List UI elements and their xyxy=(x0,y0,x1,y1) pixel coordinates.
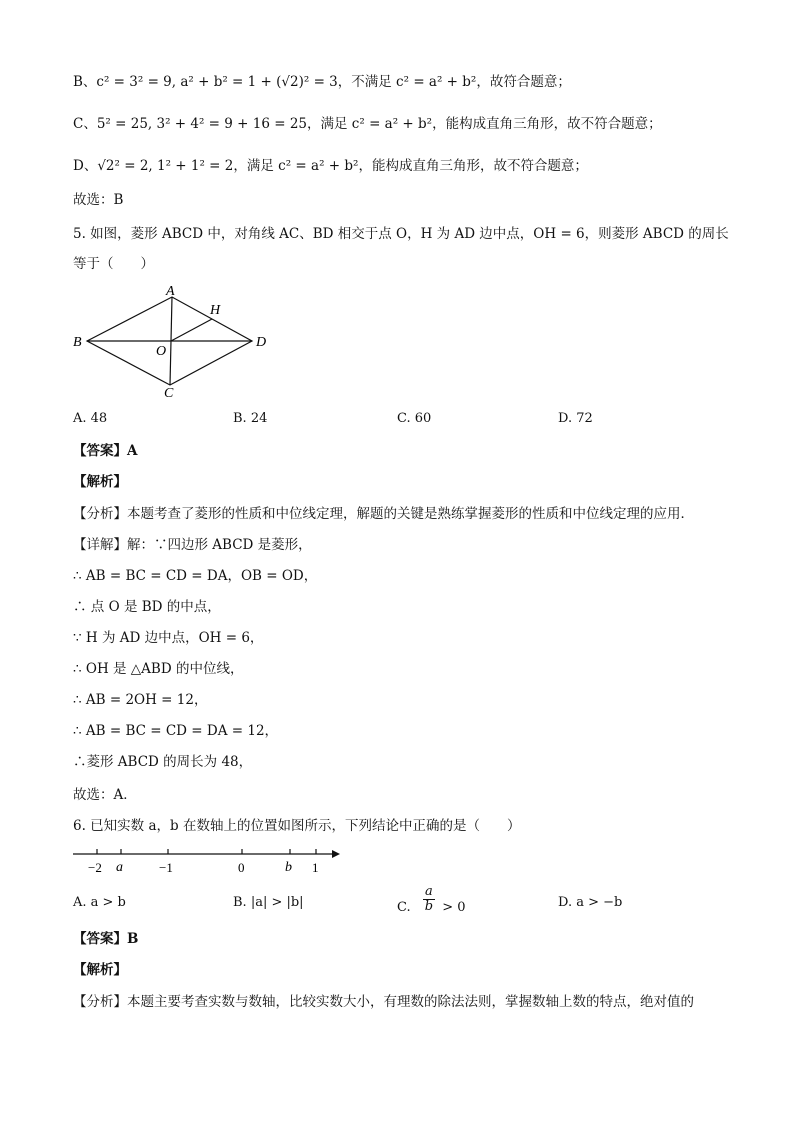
analysis-tag-5: 【解析】 xyxy=(73,474,127,490)
q6-option-d[interactable]: D. a > −b xyxy=(558,895,623,910)
option-b-explanation: B、c² = 3² = 9, a² + b² = 1 + (√2)² = 3，不满足 c² = a² + b²，故符合题意； xyxy=(73,74,571,90)
q5-option-a[interactable]: A. 48 xyxy=(73,411,108,426)
step-1: ∴ AB = BC = CD = DA，OB = OD， xyxy=(73,568,318,584)
analysis-summary-6: 【分析】本题主要考查实数与数轴，比较实数大小，有理数的除法法则，掌握数轴上数的特点，绝对值的 xyxy=(73,994,694,1010)
fraction-denominator: b xyxy=(424,899,434,914)
label-o: O xyxy=(156,344,167,359)
option-c-explanation: C、5² = 25, 3² + 4² = 9 + 16 = 25，满足 c² = a² + b²，能构成直角三角形，故不符合题意； xyxy=(73,116,662,132)
analysis-summary-5: 【分析】本题考查了菱形的性质和中位线定理，解题的关键是熟练掌握菱形的性质和中位线定理的应用． xyxy=(73,506,694,522)
choice-statement-2: 故选：A． xyxy=(73,787,137,803)
question-5-text-cont: 等于（ ） xyxy=(73,256,154,272)
q6-option-b[interactable]: B. |a| > |b| xyxy=(233,895,304,910)
q5-option-d[interactable]: D. 72 xyxy=(558,411,593,426)
step-6: ∴ AB = BC = CD = DA = 12， xyxy=(73,723,279,739)
question-5-text: 5. 如图，菱形 ABCD 中，对角线 AC、BD 相交于点 O，H 为 AD 边中点，OH = 6，则菱形 ABCD 的周长 xyxy=(73,226,729,242)
q6-option-c-fraction xyxy=(423,885,435,914)
q5-option-b[interactable]: B. 24 xyxy=(233,411,268,426)
step-5: ∴ AB = 2OH = 12， xyxy=(73,692,208,708)
q6-option-c[interactable] xyxy=(397,885,466,914)
q5-option-c[interactable]: C. 60 xyxy=(397,411,432,426)
choice-statement: 故选：B xyxy=(73,192,124,208)
segment-oh xyxy=(171,319,212,341)
label-h: H xyxy=(210,303,221,318)
option-d-explanation: D、√2² = 2, 1² + 1² = 2，满足 c² = a² + b²，能构成直角三角形，故不符合题意； xyxy=(73,158,588,174)
q6-option-a[interactable]: A. a > b xyxy=(73,895,126,910)
arrow-head xyxy=(332,850,340,858)
label-c: C xyxy=(164,386,174,400)
number-line-figure xyxy=(70,842,340,878)
tick-label-1: 1 xyxy=(312,860,319,875)
tick-label-a: a xyxy=(116,860,123,875)
detail-intro-5: 【详解】解：∵四边形 ABCD 是菱形， xyxy=(73,537,312,553)
step-7: ∴菱形 ABCD 的周长为 48， xyxy=(73,754,253,770)
analysis-tag-6: 【解析】 xyxy=(73,962,127,978)
tick-label-neg1: −1 xyxy=(159,860,173,875)
label-a: A xyxy=(166,284,175,299)
answer-tag-6: 【答案】B xyxy=(73,931,139,947)
label-d: D xyxy=(256,335,267,350)
step-3: ∵ H 为 AD 边中点，OH = 6， xyxy=(73,630,264,646)
tick-label-neg2: −2 xyxy=(88,860,102,875)
step-4: ∴ OH 是 △ABD 的中位线， xyxy=(73,661,244,677)
tick-label-0: 0 xyxy=(238,860,245,875)
fraction-comparison: > 0 xyxy=(442,900,466,915)
step-2: ∴ 点 O 是 BD 的中点， xyxy=(73,599,221,615)
fraction-numerator: a xyxy=(423,885,435,900)
answer-tag-5: 【答案】A xyxy=(73,443,138,459)
rhombus-figure xyxy=(70,280,280,400)
question-6-text: 6. 已知实数 a，b 在数轴上的位置如图所示，下列结论中正确的是（ ） xyxy=(73,818,521,834)
q6-option-c-letter: C. xyxy=(397,900,411,915)
tick-label-b: b xyxy=(285,860,292,875)
label-b: B xyxy=(73,335,82,350)
